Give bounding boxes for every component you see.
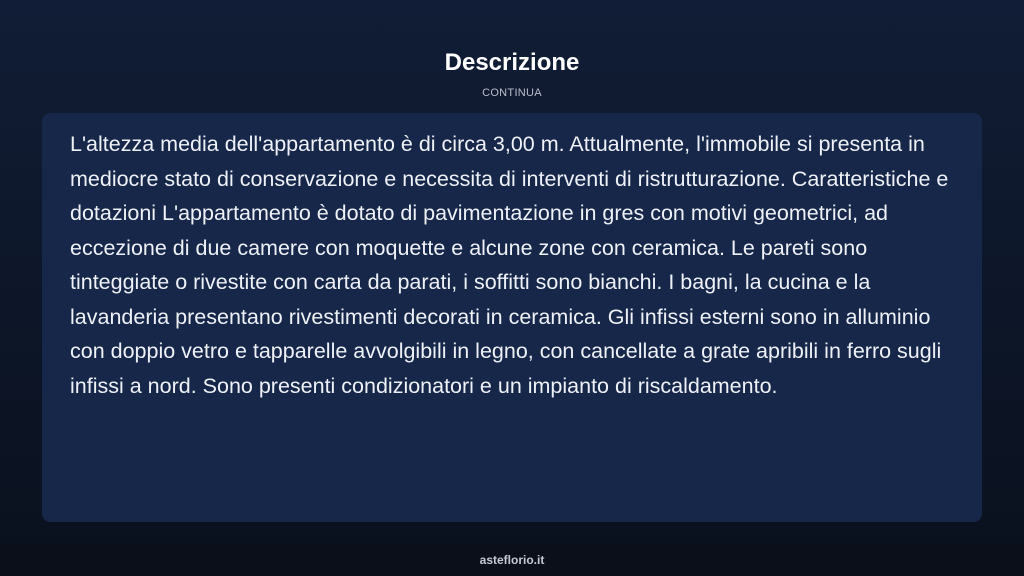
continue-label: CONTINUA <box>482 87 542 99</box>
site-name: asteflorio.it <box>479 553 545 567</box>
footer-bar <box>0 544 1024 576</box>
description-text: L'altezza media dell'appartamento è di circa 3,00 m. Attualmente, l'immobile si presenta in mediocre stato di conservazione e necessita di interventi di ristrutturazione. Caratteristiche e dotazioni L'appartamento è dotato di pavimentazione in gres con motivi geometrici, ad eccezione di due camere con moquette e alcune zone con ceramica. Le pareti sono tinteggiate o rivestite con carta da parati, i soffitti sono bianchi. I bagni, la cucina e la lavanderia presentano rivestimenti decorati in ceramica. Gli infissi esterni sono in alluminio con doppio vetro e tapparelle avvolgibili in legno, con cancellate a grate apribili in ferro sugli infissi a nord. Sono presenti condizionatori e un impianto di riscaldamento. <box>70 132 949 398</box>
header <box>0 48 1024 100</box>
page-title: Descrizione <box>444 49 580 76</box>
description-card <box>42 113 982 522</box>
